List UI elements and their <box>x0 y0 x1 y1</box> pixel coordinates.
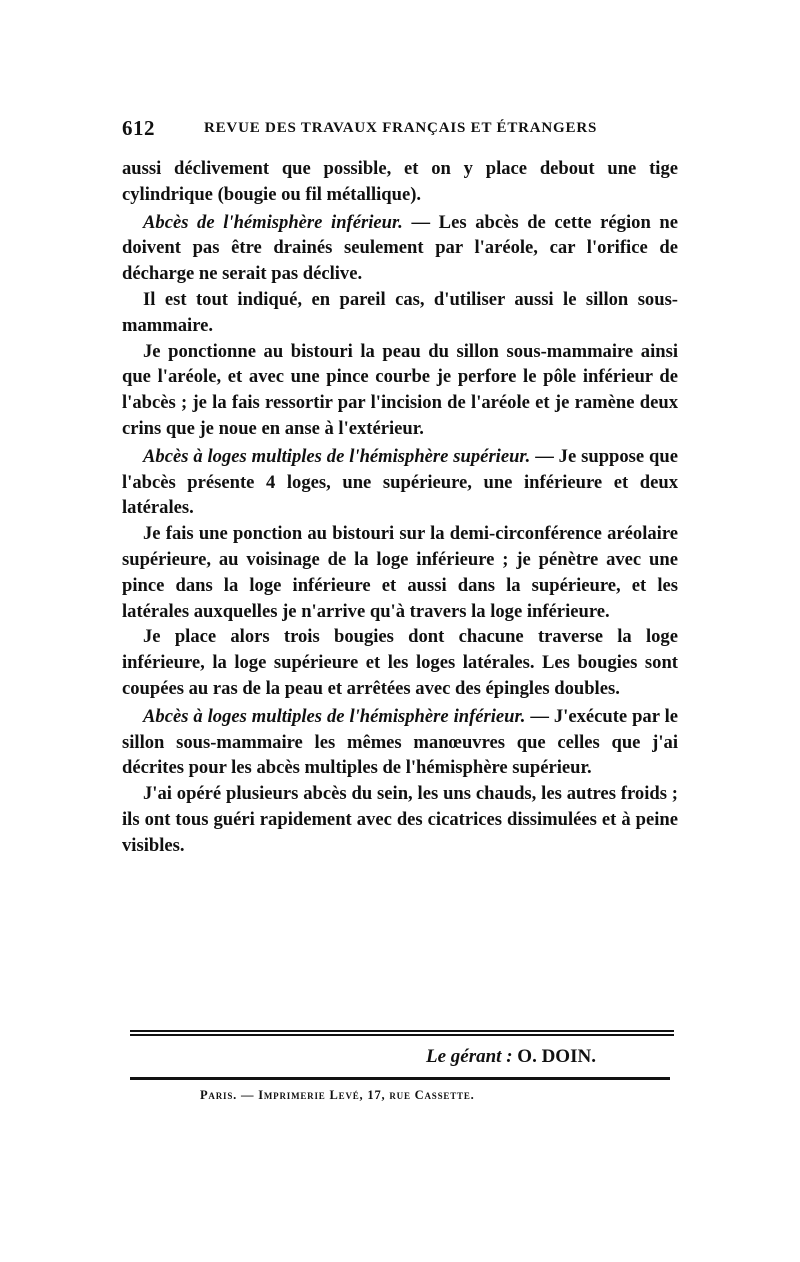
signature-name: O. DOIN. <box>517 1046 596 1067</box>
signature-label: Le gérant : <box>426 1046 513 1067</box>
paragraph: Je place alors trois bougies dont chacune traverse la loge inférieure, la loge supérieure et les loges latérales. Les bougies sont coupées au ras de la peau et arrêtées avec des épingles doubles. <box>122 626 678 699</box>
section-heading: Abcès de l'hémisphère inférieur. <box>143 211 403 233</box>
paragraph-section-lower-hemisphere: Abcès de l'hémisphère inférieur. — Les abcès de cette région ne doivent pas être drainés seulement par l'aréole, car l'orifice de décharge ne serait pas déclive. <box>122 211 678 285</box>
paragraph: Je fais une ponction au bistouri sur la demi-circonférence aréolaire supérieure, au voisinage de la loge inférieure ; je pénètre avec une pince dans la loge inférieure et aussi dans la supérieure, et les latérales auxquelles je n'arrive qu'à travers la loge inférieure. <box>122 523 678 622</box>
section-heading: Abcès à loges multiples de l'hémisphère supérieur. <box>143 445 531 467</box>
running-head <box>122 116 678 140</box>
paragraph: J'ai opéré plusieurs abcès du sein, les uns chauds, les autres froids ; ils ont tous guéri rapidement avec des cicatrices dissimulées et à peine visibles. <box>122 783 678 856</box>
double-rule-divider <box>130 1030 674 1036</box>
printer-imprint: Paris. — Imprimerie Levé, 17, rue Cassette. <box>200 1088 475 1102</box>
rule-divider <box>130 1077 670 1080</box>
paragraph-section-multi-upper: Abcès à loges multiples de l'hémisphère supérieur. — Je suppose que l'abcès présente 4 loges, une supérieure, une inférieure et deux latérales. <box>122 445 678 519</box>
journal-title: REVUE DES TRAVAUX FRANÇAIS ET ÉTRANGERS <box>204 120 598 136</box>
paragraph-section-multi-lower: Abcès à loges multiples de l'hémisphère inférieur. — J'exécute par le sillon sous-mammaire les mêmes manœuvres que celles que j'ai décrites pour les abcès multiples de l'hémisphère supérieur. <box>122 705 679 779</box>
page-number: 612 <box>122 116 155 140</box>
signature <box>426 1046 676 1068</box>
section-heading: Abcès à loges multiples de l'hémisphère inférieur. <box>143 705 526 727</box>
body-text <box>122 156 678 859</box>
paragraph-continuation: aussi déclivement que possible, et on y place debout une tige cylindrique (bougie ou fil métallique). <box>122 158 678 205</box>
paragraph: Il est tout indiqué, en pareil cas, d'utiliser aussi le sillon sous-mammaire. <box>122 288 678 336</box>
paragraph: Je ponctionne au bistouri la peau du sillon sous-mammaire ainsi que l'aréole, et avec une pince courbe je perfore le pôle inférieur de l'abcès ; je la fais ressortir par l'incision de l'aréole et je ramène deux crins que je noue en anse à l'extérieur. <box>122 340 678 439</box>
